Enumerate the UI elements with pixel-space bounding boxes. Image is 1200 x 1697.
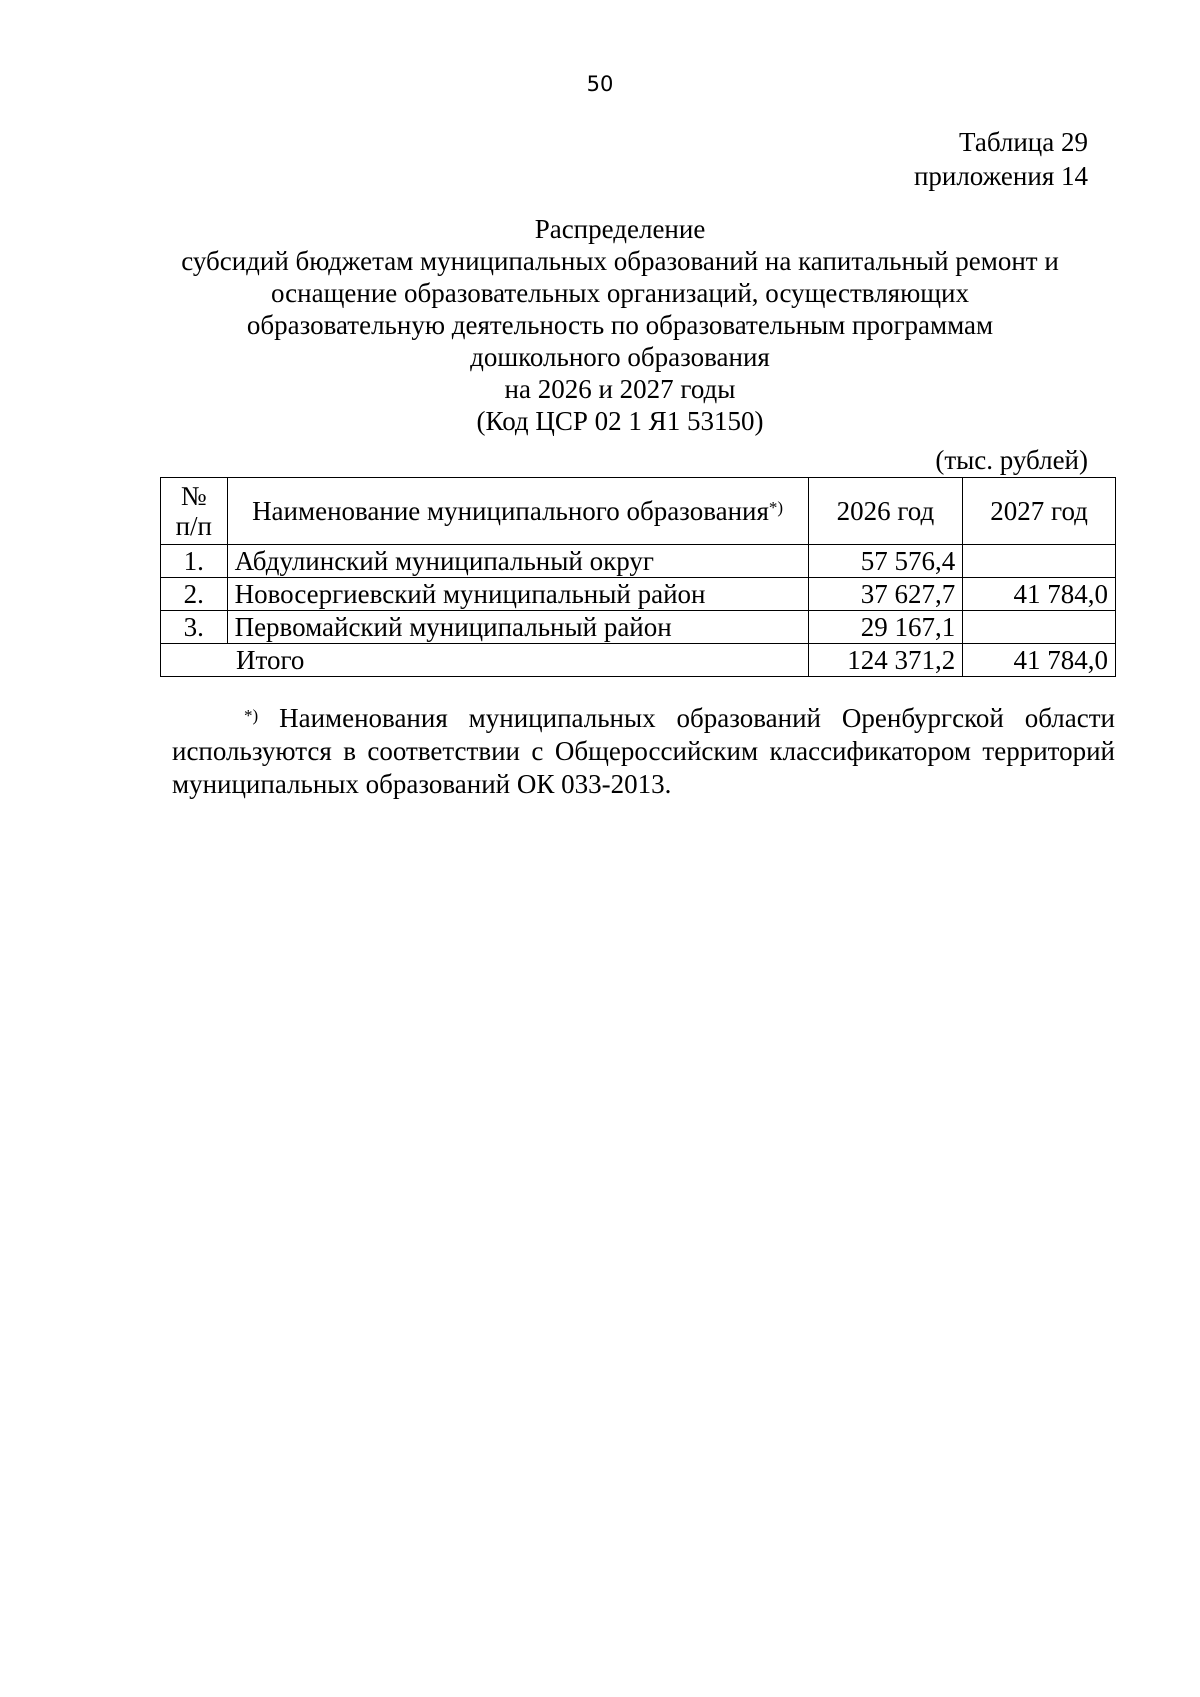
row-value-2027 — [963, 545, 1116, 578]
footnote-mark: *) — [244, 706, 259, 725]
row-name: Абдулинский муниципальный округ — [227, 545, 808, 578]
table-reference-appendix: приложения 14 — [913, 161, 1088, 191]
row-value-2026: 57 576,4 — [808, 545, 963, 578]
header-name-footnote-mark: *) — [768, 498, 784, 517]
row-value-2026: 37 627,7 — [808, 578, 963, 611]
table-row — [161, 578, 1116, 611]
subsidy-table — [160, 477, 1116, 677]
total-value-2026: 124 371,2 — [808, 644, 963, 677]
row-value-2027 — [963, 611, 1116, 644]
header-number-symbol: № — [180, 481, 207, 511]
page-number: 50 — [586, 72, 614, 96]
total-value-2027: 41 784,0 — [963, 644, 1116, 677]
row-number: 3. — [161, 611, 228, 644]
footnote-text: Наименования муниципальных образований Оренбургской области используются в соответствии с Общероссийским классификатором территорий муниципальных образований ОК 033-2013. — [172, 703, 1115, 799]
row-value-2026: 29 167,1 — [808, 611, 963, 644]
units-label: (тыс. рублей) — [935, 445, 1088, 475]
header-number — [161, 478, 228, 545]
title-line: Распределение — [534, 214, 706, 244]
header-year-2026: 2026 год — [808, 478, 963, 545]
header-year-2027: 2027 год — [963, 478, 1116, 545]
title-line: оснащение образовательных организаций, осуществляющих — [271, 278, 969, 308]
document-title — [130, 213, 1110, 437]
title-line: субсидий бюджетам муниципальных образований на капитальный ремонт и — [181, 246, 1059, 276]
table-reference-number: Таблица 29 — [959, 127, 1088, 157]
table-reference — [914, 125, 1088, 193]
table-row — [161, 611, 1116, 644]
title-line: дошкольного образования — [470, 342, 770, 372]
row-number: 2. — [161, 578, 228, 611]
table-row — [161, 545, 1116, 578]
title-line: образовательную деятельность по образовательным программам — [246, 310, 994, 340]
header-name — [227, 478, 808, 545]
table-header-row — [161, 478, 1116, 545]
footnote — [172, 702, 1115, 801]
header-name-text: Наименование муниципального образования — [252, 496, 769, 526]
total-label: Итого — [161, 644, 809, 677]
title-line: на 2026 и 2027 годы — [504, 374, 736, 404]
row-value-2027: 41 784,0 — [963, 578, 1116, 611]
row-name: Первомайский муниципальный район — [227, 611, 808, 644]
table-total-row — [161, 644, 1116, 677]
row-number: 1. — [161, 545, 228, 578]
row-name: Новосергиевский муниципальный район — [227, 578, 808, 611]
title-line: (Код ЦСР 02 1 Я1 53150) — [476, 406, 764, 436]
header-number-abbr: п/п — [175, 511, 212, 541]
